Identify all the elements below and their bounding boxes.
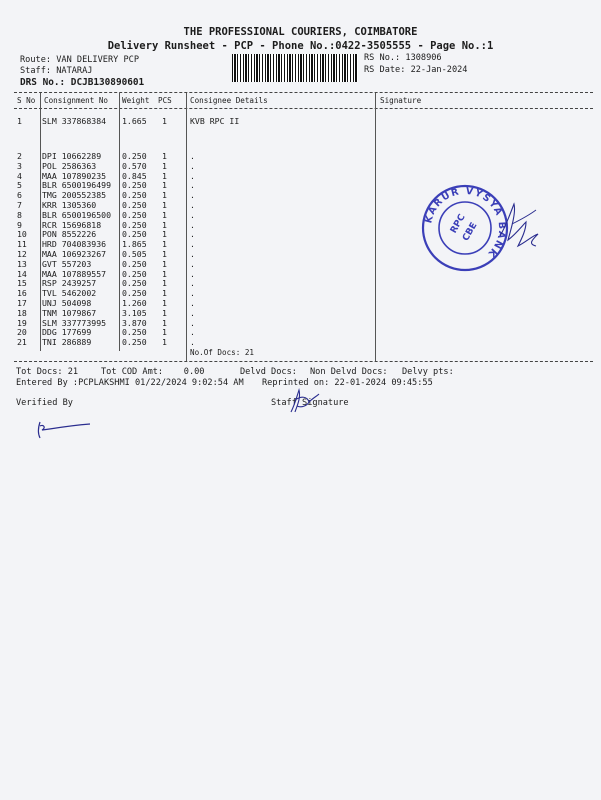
row-consignee: . [190, 258, 195, 269]
col-weight: Weight [122, 96, 150, 105]
row-pcs: 1 [162, 268, 167, 279]
row-sno: 15 [17, 278, 27, 289]
row-pcs: 1 [162, 209, 167, 220]
row-consignee: . [190, 209, 195, 220]
row-weight: 0.250 [122, 268, 147, 279]
drs-number: DRS No.: DCJB130890601 [20, 77, 145, 88]
row-consignment-no: HRD 704083936 [42, 239, 107, 250]
row-consignment-no: MAA 106923267 [42, 249, 107, 259]
row-weight: 0.250 [122, 180, 147, 191]
table-row [0, 269, 601, 279]
row-consignee: . [190, 337, 195, 348]
table-bottom-rule [14, 361, 593, 362]
row-pcs: 1 [162, 258, 167, 269]
row-consignee: . [190, 317, 195, 328]
non-delvd-docs: Non Delvd Docs: [310, 367, 388, 377]
row-consignment-no: TMG 200552385 [42, 190, 107, 201]
row-weight: 0.505 [122, 249, 147, 259]
row-weight: 0.845 [122, 170, 147, 181]
row-consignment-no: BLR 6500196500 [42, 209, 112, 220]
row-sno: 13 [17, 258, 27, 269]
table-row [0, 278, 601, 288]
row-sno: 19 [17, 317, 27, 328]
row-pcs: 1 [162, 249, 167, 259]
verified-by: Verified By [16, 398, 73, 408]
no-of-docs: No.Of Docs: 21 [190, 348, 255, 357]
row-pcs: 1 [162, 337, 167, 348]
row-pcs: 1 [162, 116, 167, 126]
row-weight: 0.250 [122, 288, 147, 299]
row-pcs: 1 [162, 327, 167, 338]
col-consignee: Consignee Details [190, 96, 268, 105]
row-consignee: . [190, 151, 195, 161]
stamp-bank-name: KARUR VYSYA BANK [423, 185, 508, 260]
row-sno: 6 [17, 190, 22, 201]
row-consignment-no: RCR 15696818 [42, 219, 102, 230]
row-weight: 0.250 [122, 219, 147, 230]
row-pcs: 1 [162, 298, 167, 308]
row-pcs: 1 [162, 278, 167, 289]
row-sno: 1 [17, 116, 22, 126]
row-pcs: 1 [162, 160, 167, 171]
row-pcs: 1 [162, 239, 167, 250]
row-sno: 14 [17, 268, 27, 279]
row-sno: 10 [17, 229, 27, 240]
company-title: THE PROFESSIONAL COURIERS, COIMBATORE [183, 26, 418, 38]
runsheet-subtitle: Delivery Runsheet - PCP - Phone No.:0422-3505555 - Page No.:1 [107, 40, 494, 52]
entered-by: Entered By :PCPLAKSHMI 01/22/2024 9:02:54 AM [16, 378, 244, 388]
table-row [0, 180, 601, 190]
tot-cod-amount: Tot COD Amt: 0.00 [101, 367, 205, 377]
row-consignment-no: SLM 337773995 [42, 317, 107, 328]
row-consignee: . [190, 307, 195, 318]
row-weight: 1.865 [122, 239, 147, 250]
table-row [0, 327, 601, 337]
col-pcs: PCS [158, 96, 172, 105]
route-label: Route: VAN DELIVERY PCP [20, 55, 139, 65]
row-weight: 0.250 [122, 209, 147, 220]
table-row [0, 318, 601, 328]
delvd-docs: Delvd Docs: [240, 367, 297, 377]
row-sno: 9 [17, 219, 22, 230]
row-sno: 2 [17, 151, 22, 161]
row-sno: 12 [17, 249, 27, 259]
row-weight: 3.870 [122, 317, 147, 328]
col-sno: S No [17, 96, 36, 105]
row-pcs: 1 [162, 307, 167, 318]
col-consignment: Consignment No [44, 96, 109, 105]
row-sno: 16 [17, 288, 27, 299]
row-consignment-no: KRR 1305360 [42, 200, 97, 210]
table-row [0, 259, 601, 269]
row-consignment-no: TNM 1079867 [42, 307, 97, 318]
row-weight: 0.250 [122, 337, 147, 348]
row-consignee: . [190, 219, 195, 230]
staff-label: Staff: NATARAJ [20, 66, 93, 76]
table-row [0, 288, 601, 298]
stamp-inner-ring [439, 202, 491, 254]
row-weight: 0.250 [122, 190, 147, 201]
row-pcs: 1 [162, 317, 167, 328]
row-sno: 17 [17, 298, 27, 308]
row-pcs: 1 [162, 288, 167, 299]
table-row [0, 171, 601, 181]
row-consignee: . [190, 190, 195, 201]
row-consignment-no: GVT 557203 [42, 258, 92, 269]
row-weight: 0.250 [122, 327, 147, 338]
row-consignee: . [190, 200, 195, 210]
row-weight: 0.250 [122, 258, 147, 269]
row-pcs: 1 [162, 190, 167, 201]
row-consignment-no: TVL 5462002 [42, 288, 97, 299]
staff-signature [285, 386, 325, 416]
verifier-signature [34, 418, 94, 442]
row-weight: 0.250 [122, 229, 147, 240]
col-signature: Signature [380, 96, 422, 105]
stamp-rpc: RPC [448, 212, 468, 236]
row-weight: 0.250 [122, 200, 147, 210]
rs-number: RS No.: 1308906 [364, 53, 442, 63]
receiver-signature [492, 196, 552, 256]
table-top-rule [14, 92, 593, 93]
row-pcs: 1 [162, 151, 167, 161]
table-row [0, 161, 601, 171]
row-consignee: . [190, 288, 195, 299]
table-row [0, 308, 601, 318]
row-weight: 3.105 [122, 307, 147, 318]
row-weight: 1.260 [122, 298, 147, 308]
barcode [232, 54, 358, 82]
table-header-rule [14, 108, 593, 109]
row-weight: 0.250 [122, 151, 147, 161]
row-consignment-no: SLM 337868384 [42, 116, 107, 126]
stamp-cbe: CBE [461, 221, 480, 243]
row-sno: 8 [17, 209, 22, 220]
row-consignment-no: UNJ 504098 [42, 298, 92, 308]
row-pcs: 1 [162, 180, 167, 191]
row-weight: 1.665 [122, 116, 147, 126]
row-consignee: . [190, 160, 195, 171]
row-consignment-no: MAA 107889557 [42, 268, 107, 279]
row-consignee: . [190, 327, 195, 338]
row-consignment-no: DDG 177699 [42, 327, 92, 338]
row-consignee: . [190, 268, 195, 279]
row-consignee: . [190, 229, 195, 240]
row-consignee: . [190, 278, 195, 289]
row-pcs: 1 [162, 200, 167, 210]
row-consignment-no: POL 2586363 [42, 160, 97, 171]
rs-date: RS Date: 22-Jan-2024 [364, 65, 468, 75]
row-consignee: KVB RPC II [190, 116, 240, 126]
row-sno: 7 [17, 200, 22, 210]
table-row [0, 298, 601, 308]
row-consignment-no: DPI 10662289 [42, 151, 102, 161]
row-consignee: . [190, 249, 195, 259]
delvy-pts: Delvy pts: [402, 367, 454, 377]
row-sno: 4 [17, 170, 22, 181]
row-consignment-no: MAA 107890235 [42, 170, 107, 181]
row-sno: 21 [17, 337, 27, 348]
row-sno: 11 [17, 239, 27, 250]
row-sno: 18 [17, 307, 27, 318]
row-consignee: . [190, 170, 195, 181]
tot-docs: Tot Docs: 21 [16, 367, 79, 377]
row-sno: 20 [17, 327, 27, 338]
row-consignment-no: PON 8552226 [42, 229, 97, 240]
row-pcs: 1 [162, 229, 167, 240]
row-consignment-no: RSP 2439257 [42, 278, 97, 289]
row-consignee: . [190, 180, 195, 191]
staff-signature-label: Staff Signature [271, 398, 349, 408]
table-row [0, 116, 601, 126]
row-consignment-no: TNI 286889 [42, 337, 92, 348]
row-pcs: 1 [162, 219, 167, 230]
row-sno: 3 [17, 160, 22, 171]
reprinted-on: Reprinted on: 22-01-2024 09:45:55 [262, 378, 433, 388]
row-pcs: 1 [162, 170, 167, 181]
row-sno: 5 [17, 180, 22, 191]
row-weight: 0.570 [122, 160, 147, 171]
row-consignee: . [190, 239, 195, 250]
table-row [0, 337, 601, 347]
row-weight: 0.250 [122, 278, 147, 289]
row-consignee: . [190, 298, 195, 308]
row-consignment-no: BLR 6500196499 [42, 180, 112, 191]
table-row [0, 151, 601, 161]
